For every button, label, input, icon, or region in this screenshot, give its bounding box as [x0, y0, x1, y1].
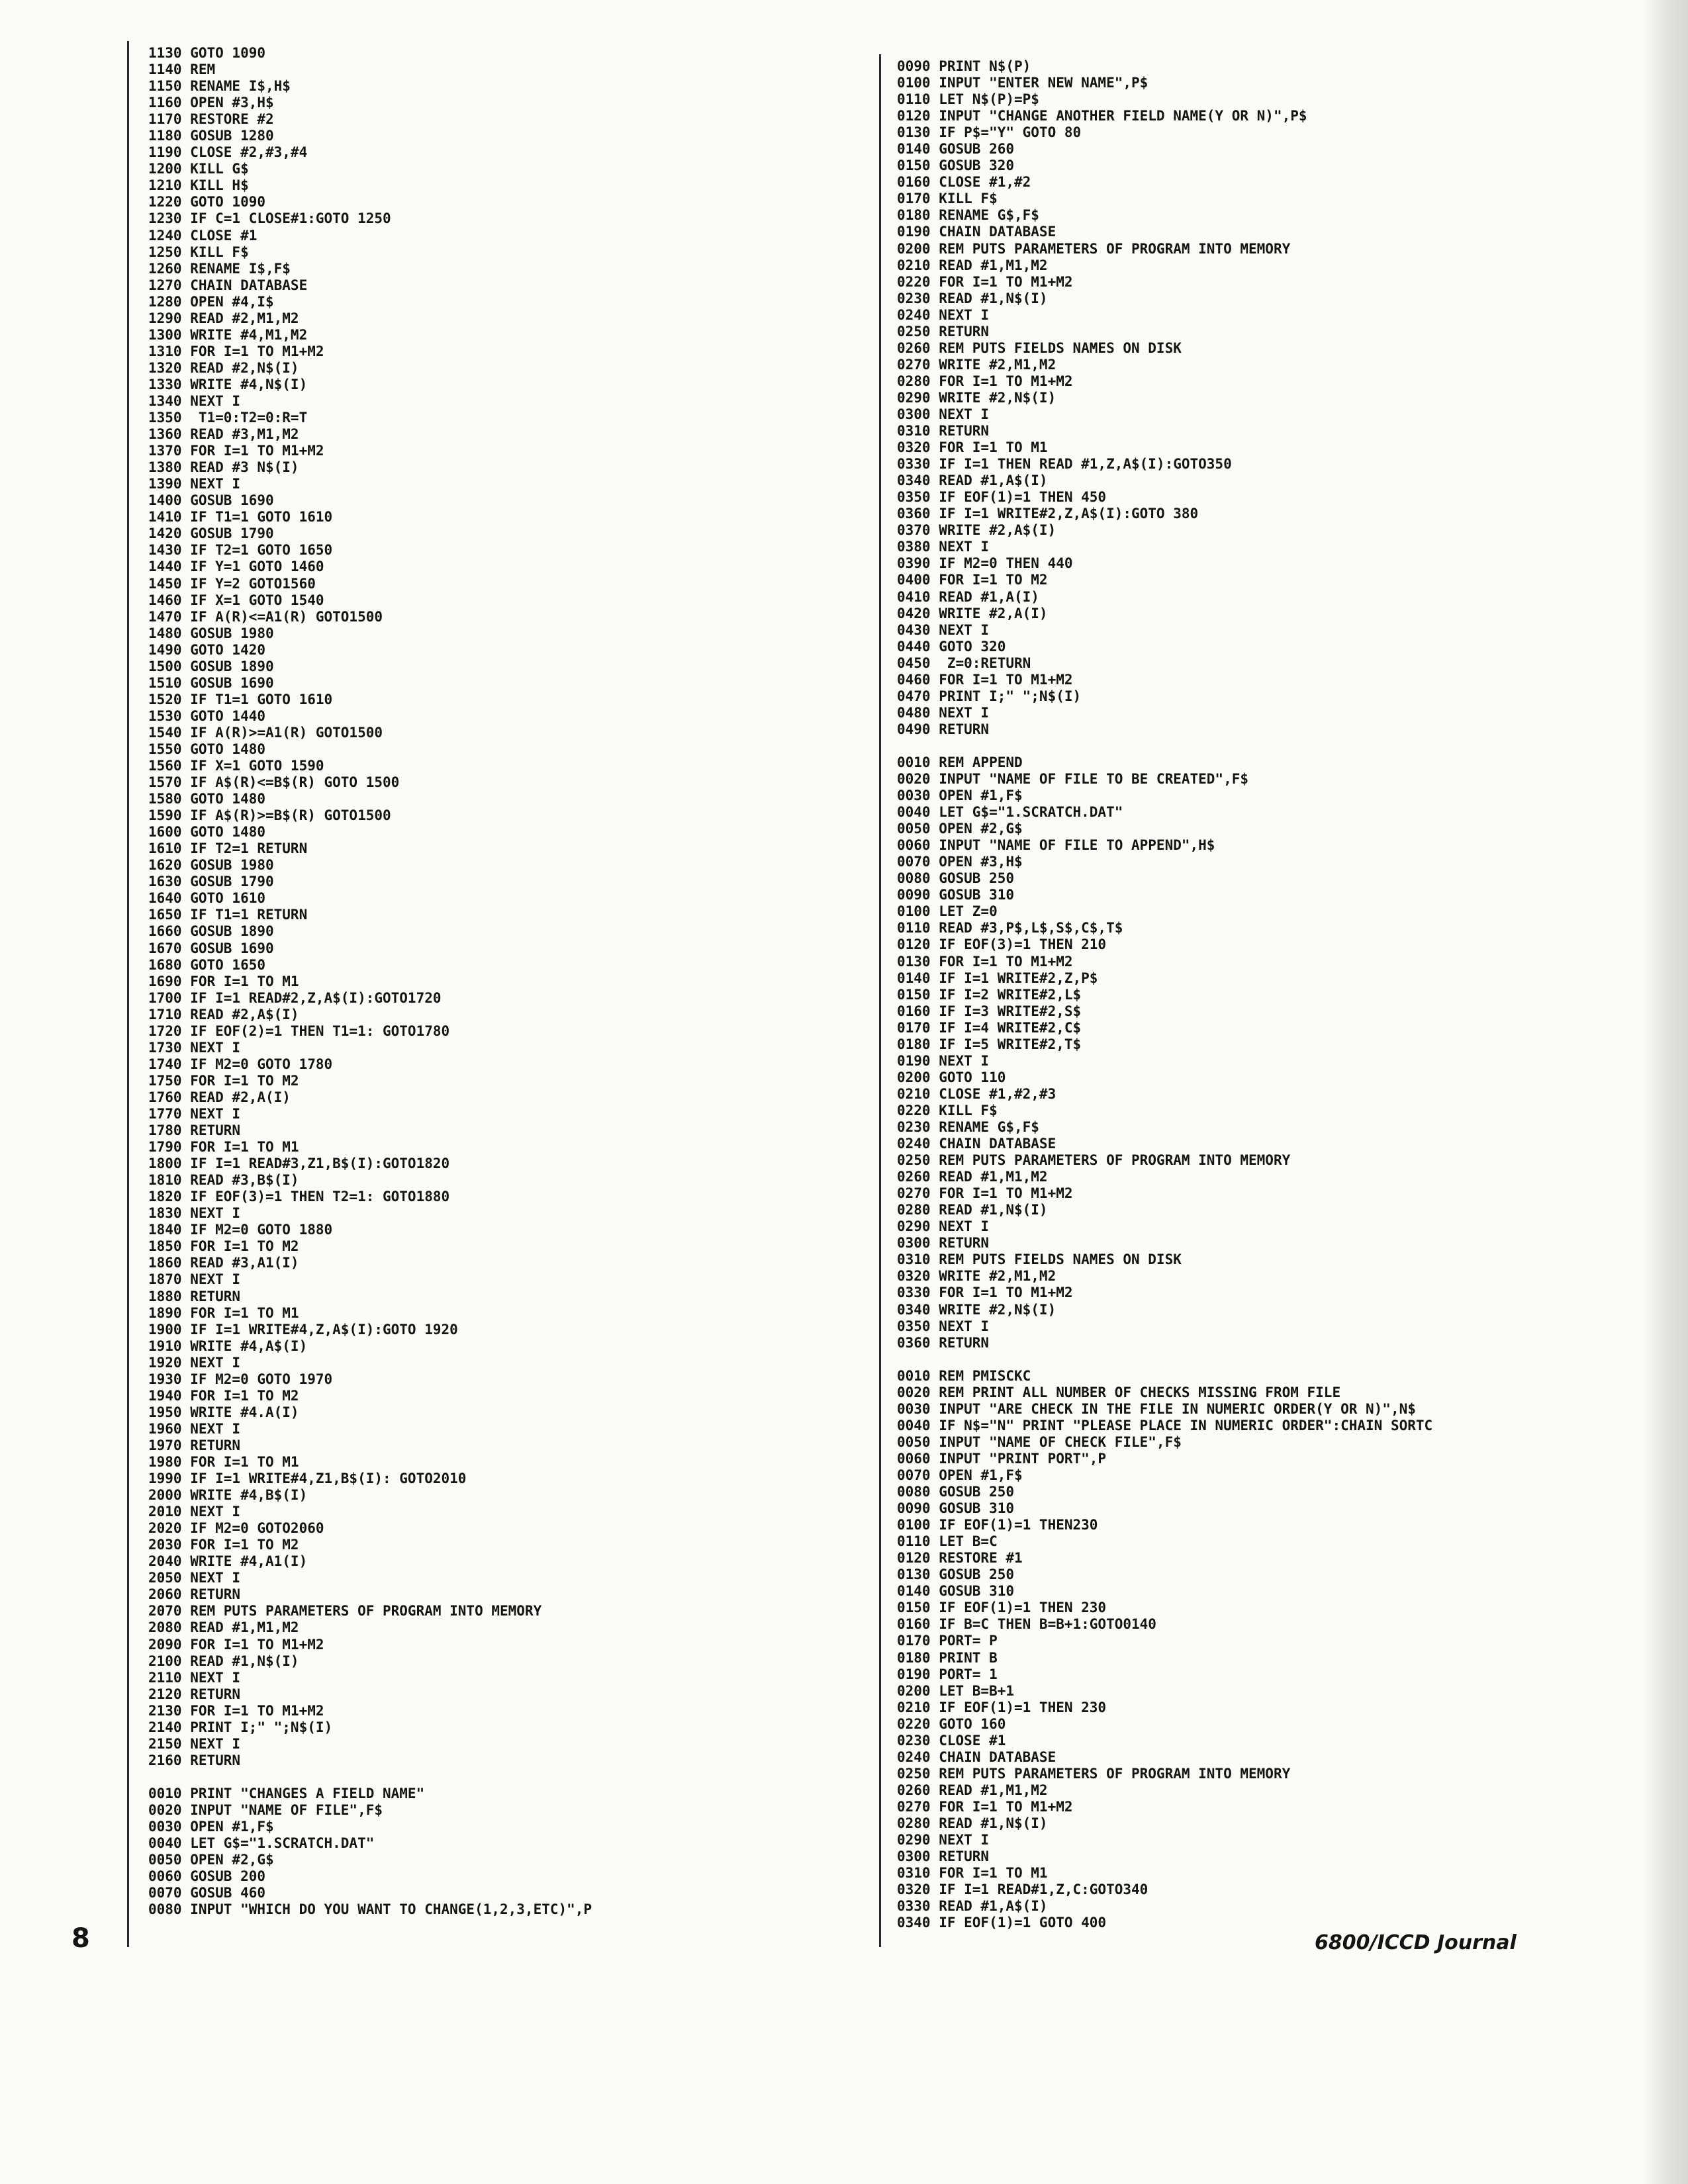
code-line: 0270 FOR I=1 TO M1+M2	[897, 1798, 1073, 1815]
code-line: 2150 NEXT I	[148, 1735, 241, 1752]
code-line: 0060 INPUT "PRINT PORT",P	[897, 1450, 1107, 1467]
code-line: 0320 WRITE #2,M1,M2	[897, 1268, 1056, 1285]
code-line: 1940 FOR I=1 TO M2	[148, 1387, 299, 1404]
code-line: 0480 NEXT I	[897, 704, 990, 721]
program-listing-left-column	[148, 45, 592, 1918]
code-line: 1340 NEXT I	[148, 392, 241, 409]
code-line: 0160 IF I=3 WRITE#2,S$	[897, 1003, 1082, 1019]
code-line: 1320 READ #2,N$(I)	[148, 359, 299, 376]
code-line: 0250 REM PUTS PARAMETERS OF PROGRAM INTO MEMORY	[897, 1152, 1291, 1169]
code-line: 0070 GOSUB 460	[148, 1885, 266, 1901]
code-line: 0310 RETURN	[897, 423, 990, 439]
code-line: 0240 NEXT I	[897, 306, 990, 323]
code-line: 1650 IF T1=1 RETURN	[148, 907, 308, 923]
code-line: 1660 GOSUB 1890	[148, 923, 274, 940]
code-line	[897, 1351, 1432, 1368]
code-line: 0090 GOSUB 310	[897, 887, 1015, 903]
code-line: 1850 FOR I=1 TO M2	[148, 1238, 299, 1255]
code-line: 1640 GOTO 1610	[148, 890, 266, 907]
code-line: 1410 IF T1=1 GOTO 1610	[148, 509, 333, 525]
code-line: 0270 WRITE #2,M1,M2	[897, 356, 1056, 373]
code-line: 2120 RETURN	[148, 1686, 241, 1702]
code-line: 1890 FOR I=1 TO M1	[148, 1304, 299, 1321]
code-line: 0340 READ #1,A$(I)	[897, 473, 1048, 489]
code-line: 2030 FOR I=1 TO M2	[148, 1537, 299, 1553]
code-line: 0460 FOR I=1 TO M1+M2	[897, 671, 1073, 688]
code-line: 1420 GOSUB 1790	[148, 525, 274, 542]
code-line: 1470 IF A(R)<=A1(R) GOTO1500	[148, 608, 383, 625]
code-line: 0290 WRITE #2,N$(I)	[897, 389, 1056, 406]
code-line: 2000 WRITE #4,B$(I)	[148, 1487, 308, 1504]
code-line: 1190 CLOSE #2,#3,#4	[148, 144, 308, 161]
code-line: 0450 Z=0:RETURN	[897, 655, 1031, 671]
code-line: 0210 CLOSE #1,#2,#3	[897, 1085, 1056, 1102]
code-line: 0260 READ #1,M1,M2	[897, 1169, 1048, 1185]
code-line: 0140 GOSUB 310	[897, 1583, 1015, 1600]
code-line: 0240 CHAIN DATABASE	[897, 1136, 1056, 1152]
code-line: 0010 REM APPEND	[897, 754, 1023, 770]
code-line: 0020 REM PRINT ALL NUMBER OF CHECKS MISSING FROM FILE	[897, 1384, 1341, 1400]
code-line: 0320 IF I=1 READ#1,Z,C:GOTO340	[897, 1882, 1149, 1898]
code-line: 0120 IF EOF(3)=1 THEN 210	[897, 936, 1107, 953]
code-line: 0120 RESTORE #1	[897, 1550, 1023, 1567]
code-line: 1210 KILL H$	[148, 177, 249, 194]
code-line: 1860 READ #3,A1(I)	[148, 1255, 299, 1271]
code-line: 1690 FOR I=1 TO M1	[148, 973, 299, 989]
page-number: 8	[71, 1923, 90, 1954]
code-line: 0170 KILL F$	[897, 191, 998, 207]
code-line: 1150 RENAME I$,H$	[148, 78, 291, 95]
code-line	[897, 738, 1432, 754]
code-line: 0250 RETURN	[897, 323, 990, 340]
code-line: 0430 NEXT I	[897, 621, 990, 638]
code-line: 1440 IF Y=1 GOTO 1460	[148, 559, 324, 575]
code-line: 0260 READ #1,M1,M2	[897, 1782, 1048, 1798]
code-line: 0090 PRINT N$(P)	[897, 58, 1031, 74]
code-line: 1510 GOSUB 1690	[148, 674, 274, 691]
right-column-rule	[879, 54, 881, 1947]
code-line: 0270 FOR I=1 TO M1+M2	[897, 1185, 1073, 1202]
code-line: 1610 IF T2=1 RETURN	[148, 841, 308, 857]
code-line: 0240 CHAIN DATABASE	[897, 1749, 1056, 1765]
code-line: 0230 RENAME G$,F$	[897, 1119, 1039, 1135]
code-line: 0300 RETURN	[897, 1848, 990, 1865]
code-line: 0490 RETURN	[897, 721, 990, 737]
code-line: 1140 REM	[148, 62, 216, 78]
code-line: 2080 READ #1,M1,M2	[148, 1619, 299, 1636]
code-line: 2020 IF M2=0 GOTO2060	[148, 1520, 324, 1537]
code-line: 0380 NEXT I	[897, 539, 990, 555]
code-line: 1280 OPEN #4,I$	[148, 293, 274, 310]
code-line: 1160 OPEN #3,H$	[148, 95, 274, 111]
code-line: 0280 FOR I=1 TO M1+M2	[897, 373, 1073, 389]
code-line: 0030 OPEN #1,F$	[148, 1819, 274, 1835]
code-line: 1300 WRITE #4,M1,M2	[148, 326, 308, 343]
code-line: 0010 REM PMISCKC	[897, 1367, 1031, 1384]
code-line: 0470 PRINT I;" ";N$(I)	[897, 688, 1082, 704]
code-line: 0060 GOSUB 200	[148, 1868, 266, 1885]
code-line: 0100 INPUT "ENTER NEW NAME",P$	[897, 75, 1149, 91]
code-line: 0080 GOSUB 250	[897, 870, 1015, 887]
left-column-rule	[127, 41, 129, 1947]
code-line: 1570 IF A$(R)<=B$(R) GOTO 1500	[148, 774, 400, 791]
code-line: 1500 GOSUB 1890	[148, 658, 274, 674]
code-line: 0060 INPUT "NAME OF FILE TO APPEND",H$	[897, 837, 1215, 854]
code-line: 0410 READ #1,A(I)	[897, 588, 1039, 605]
code-line: 0070 OPEN #1,F$	[897, 1467, 1023, 1483]
code-line: 0220 FOR I=1 TO M1+M2	[897, 273, 1073, 290]
code-line: 1970 RETURN	[148, 1437, 241, 1453]
code-line: 1530 GOTO 1440	[148, 707, 266, 724]
code-line: 0130 FOR I=1 TO M1+M2	[897, 953, 1073, 970]
code-line: 1780 RETURN	[148, 1122, 241, 1139]
code-line: 0310 FOR I=1 TO M1	[897, 1865, 1048, 1882]
code-line: 0290 NEXT I	[897, 1218, 990, 1235]
code-line: 0090 GOSUB 310	[897, 1500, 1015, 1517]
code-line: 2160 RETURN	[148, 1752, 241, 1768]
code-line: 0180 IF I=5 WRITE#2,T$	[897, 1036, 1082, 1052]
code-line: 0200 REM PUTS PARAMETERS OF PROGRAM INTO MEMORY	[897, 240, 1291, 257]
code-line: 2070 REM PUTS PARAMETERS OF PROGRAM INTO MEMORY	[148, 1603, 542, 1619]
code-line: 1130 GOTO 1090	[148, 45, 266, 61]
code-line: 0160 IF B=C THEN B=B+1:GOTO0140	[897, 1616, 1156, 1633]
code-line: 1370 FOR I=1 TO M1+M2	[148, 443, 324, 459]
code-line: 0390 IF M2=0 THEN 440	[897, 555, 1073, 572]
code-line: 1520 IF T1=1 GOTO 1610	[148, 691, 333, 707]
code-line: 0040 LET G$="1.SCRATCH.DAT"	[897, 804, 1123, 821]
code-line: 1400 GOSUB 1690	[148, 492, 274, 509]
code-line: 0340 IF EOF(1)=1 GOTO 400	[897, 1915, 1107, 1931]
program-listing-right-column	[897, 58, 1432, 1931]
code-line: 0440 GOTO 320	[897, 638, 1006, 655]
code-line: 0050 INPUT "NAME OF CHECK FILE",F$	[897, 1433, 1182, 1450]
code-line: 2090 FOR I=1 TO M1+M2	[148, 1636, 324, 1653]
code-line: 1810 READ #3,B$(I)	[148, 1172, 299, 1189]
code-line: 0180 RENAME G$,F$	[897, 207, 1039, 224]
code-line: 0190 PORT= 1	[897, 1666, 998, 1682]
code-line: 0150 IF I=2 WRITE#2,L$	[897, 986, 1082, 1003]
code-line: 1460 IF X=1 GOTO 1540	[148, 592, 324, 608]
code-line: 1270 CHAIN DATABASE	[148, 277, 308, 293]
code-line: 0080 GOSUB 250	[897, 1484, 1015, 1500]
code-line: 0260 REM PUTS FIELDS NAMES ON DISK	[897, 340, 1182, 356]
code-line: 0110 READ #3,P$,L$,S$,C$,T$	[897, 920, 1123, 936]
code-line: 0020 INPUT "NAME OF FILE TO BE CREATED",F$	[897, 771, 1249, 788]
code-line: 2050 NEXT I	[148, 1570, 241, 1586]
code-line: 0150 GOSUB 320	[897, 158, 1015, 174]
code-line: 0050 OPEN #2,G$	[897, 821, 1023, 837]
code-line: 1580 GOTO 1480	[148, 791, 266, 807]
code-line: 0220 GOTO 160	[897, 1715, 1006, 1732]
code-line: 1180 GOSUB 1280	[148, 128, 274, 144]
code-line: 1870 NEXT I	[148, 1271, 241, 1288]
code-line: 1930 IF M2=0 GOTO 1970	[148, 1371, 333, 1387]
code-line: 0150 IF EOF(1)=1 THEN 230	[897, 1600, 1107, 1616]
code-line: 1480 GOSUB 1980	[148, 625, 274, 641]
code-line: 2040 WRITE #4,A1(I)	[148, 1553, 308, 1570]
code-line: 1980 FOR I=1 TO M1	[148, 1453, 299, 1470]
code-line: 0210 IF EOF(1)=1 THEN 230	[897, 1699, 1107, 1715]
code-line: 0280 READ #1,N$(I)	[897, 1202, 1048, 1218]
code-line: 0120 INPUT "CHANGE ANOTHER FIELD NAME(Y OR N)",P$	[897, 108, 1307, 124]
code-line: 0420 WRITE #2,A(I)	[897, 605, 1048, 621]
code-line: 0400 FOR I=1 TO M2	[897, 572, 1048, 588]
code-line: 0200 GOTO 110	[897, 1069, 1006, 1085]
code-line: 1910 WRITE #4,A$(I)	[148, 1338, 308, 1354]
code-line: 0190 CHAIN DATABASE	[897, 224, 1056, 240]
code-line: 0110 LET N$(P)=P$	[897, 91, 1039, 108]
code-line: 1360 READ #3,M1,M2	[148, 426, 299, 443]
code-line: 1670 GOSUB 1690	[148, 940, 274, 956]
code-line: 0340 WRITE #2,N$(I)	[897, 1301, 1056, 1318]
code-line: 0140 IF I=1 WRITE#2,Z,P$	[897, 970, 1098, 986]
code-line: 0170 PORT= P	[897, 1633, 998, 1649]
code-line: 0230 CLOSE #1	[897, 1732, 1006, 1749]
code-line: 2110 NEXT I	[148, 1669, 241, 1686]
code-line: 0370 WRITE #2,A$(I)	[897, 522, 1056, 539]
code-line: 1560 IF X=1 GOTO 1590	[148, 758, 324, 774]
code-line: 0180 PRINT B	[897, 1649, 998, 1666]
code-line: 0020 INPUT "NAME OF FILE",F$	[148, 1801, 383, 1818]
code-line: 1800 IF I=1 READ#3,Z1,B$(I):GOTO1820	[148, 1156, 450, 1172]
code-line: 0350 NEXT I	[897, 1318, 990, 1334]
code-line: 1720 IF EOF(2)=1 THEN T1=1: GOTO1780	[148, 1023, 450, 1039]
code-line: 1230 IF C=1 CLOSE#1:GOTO 1250	[148, 210, 391, 227]
code-line: 2100 READ #1,N$(I)	[148, 1653, 299, 1669]
code-line: 0360 RETURN	[897, 1334, 990, 1351]
code-line: 0040 IF N$="N" PRINT "PLEASE PLACE IN NUMERIC ORDER":CHAIN SORTC	[897, 1417, 1433, 1433]
code-line: 1820 IF EOF(3)=1 THEN T2=1: GOTO1880	[148, 1189, 450, 1205]
page-edge-shadow	[1642, 0, 1688, 2184]
code-line: 0140 GOSUB 260	[897, 141, 1015, 158]
code-line: 1450 IF Y=2 GOTO1560	[148, 575, 316, 592]
code-line: 0050 OPEN #2,G$	[148, 1852, 274, 1868]
code-line: 0190 NEXT I	[897, 1052, 990, 1069]
code-line: 1900 IF I=1 WRITE#4,Z,A$(I):GOTO 1920	[148, 1321, 458, 1338]
code-line: 0310 REM PUTS FIELDS NAMES ON DISK	[897, 1251, 1182, 1268]
code-line: 1880 RETURN	[148, 1288, 241, 1304]
code-line: 1310 FOR I=1 TO M1+M2	[148, 343, 324, 359]
code-line: 0130 GOSUB 250	[897, 1567, 1015, 1583]
code-line: 1620 GOSUB 1980	[148, 857, 274, 874]
code-line: 0250 REM PUTS PARAMETERS OF PROGRAM INTO MEMORY	[897, 1765, 1291, 1782]
code-line: 2140 PRINT I;" ";N$(I)	[148, 1719, 333, 1735]
code-line: 0230 READ #1,N$(I)	[897, 290, 1048, 306]
code-line: 0330 READ #1,A$(I)	[897, 1898, 1048, 1915]
code-line: 1220 GOTO 1090	[148, 194, 266, 210]
code-line: 1330 WRITE #4,N$(I)	[148, 376, 308, 392]
code-line: 1790 FOR I=1 TO M1	[148, 1139, 299, 1156]
code-line: 1430 IF T2=1 GOTO 1650	[148, 542, 333, 559]
code-line: 1950 WRITE #4.A(I)	[148, 1404, 299, 1420]
code-line: 2010 NEXT I	[148, 1504, 241, 1520]
code-line: 0070 OPEN #3,H$	[897, 854, 1023, 870]
code-line: 1990 IF I=1 WRITE#4,Z1,B$(I): GOTO2010	[148, 1471, 467, 1487]
code-line: 0040 LET G$="1.SCRATCH.DAT"	[148, 1835, 375, 1852]
code-line: 0160 CLOSE #1,#2	[897, 174, 1031, 191]
code-line: 2060 RETURN	[148, 1586, 241, 1603]
code-line: 1350 T1=0:T2=0:R=T	[148, 410, 308, 426]
code-line: 1740 IF M2=0 GOTO 1780	[148, 1056, 333, 1072]
code-line: 0320 FOR I=1 TO M1	[897, 439, 1048, 456]
code-line: 1840 IF M2=0 GOTO 1880	[148, 1222, 333, 1238]
code-line: 1600 GOTO 1480	[148, 824, 266, 841]
code-line	[148, 1769, 592, 1786]
code-line: 1750 FOR I=1 TO M2	[148, 1072, 299, 1089]
code-line: 1390 NEXT I	[148, 476, 241, 492]
journal-name: 6800/ICCD Journal	[1315, 1931, 1517, 1954]
code-line: 0110 LET B=C	[897, 1533, 998, 1550]
code-line: 1920 NEXT I	[148, 1354, 241, 1371]
code-line: 1730 NEXT I	[148, 1039, 241, 1056]
code-line: 1490 GOTO 1420	[148, 641, 266, 658]
code-line: 1200 KILL G$	[148, 161, 249, 177]
code-line: 0350 IF EOF(1)=1 THEN 450	[897, 489, 1107, 506]
code-line: 2130 FOR I=1 TO M1+M2	[148, 1702, 324, 1719]
code-line: 1250 KILL F$	[148, 244, 249, 260]
code-line: 0300 NEXT I	[897, 406, 990, 422]
code-line: 1590 IF A$(R)>=B$(R) GOTO1500	[148, 807, 391, 824]
code-line: 0100 LET Z=0	[897, 903, 998, 920]
code-line: 1770 NEXT I	[148, 1106, 241, 1122]
code-line: 0030 INPUT "ARE CHECK IN THE FILE IN NUMERIC ORDER(Y OR N)",N$	[897, 1400, 1416, 1417]
code-line: 1170 RESTORE #2	[148, 111, 274, 128]
code-line: 1260 RENAME I$,F$	[148, 260, 291, 277]
code-line: 0360 IF I=1 WRITE#2,Z,A$(I):GOTO 380	[897, 506, 1199, 522]
code-line: 1680 GOTO 1650	[148, 956, 266, 973]
code-line: 1630 GOSUB 1790	[148, 874, 274, 890]
code-line: 1540 IF A(R)>=A1(R) GOTO1500	[148, 724, 383, 741]
code-line: 0290 NEXT I	[897, 1832, 990, 1848]
code-line: 1550 GOTO 1480	[148, 741, 266, 757]
code-line: 1240 CLOSE #1	[148, 227, 258, 244]
code-line: 0080 INPUT "WHICH DO YOU WANT TO CHANGE(1,2,3,ETC)",P	[148, 1901, 592, 1918]
code-line: 0330 FOR I=1 TO M1+M2	[897, 1285, 1073, 1301]
code-line: 0300 RETURN	[897, 1235, 990, 1251]
code-line: 1380 READ #3 N$(I)	[148, 459, 299, 476]
code-line: 1290 READ #2,M1,M2	[148, 310, 299, 326]
code-line: 0280 READ #1,N$(I)	[897, 1815, 1048, 1831]
code-line: 1700 IF I=1 READ#2,Z,A$(I):GOTO1720	[148, 989, 442, 1006]
code-line: 0330 IF I=1 THEN READ #1,Z,A$(I):GOTO350	[897, 456, 1232, 473]
code-line: 0200 LET B=B+1	[897, 1682, 1015, 1699]
code-line: 0100 IF EOF(1)=1 THEN230	[897, 1517, 1098, 1533]
code-line: 1710 READ #2,A$(I)	[148, 1006, 299, 1023]
code-line: 1960 NEXT I	[148, 1420, 241, 1437]
code-line: 0130 IF P$="Y" GOTO 80	[897, 124, 1082, 141]
code-line: 0030 OPEN #1,F$	[897, 788, 1023, 804]
code-line: 1760 READ #2,A(I)	[148, 1089, 291, 1105]
code-line: 0210 READ #1,M1,M2	[897, 257, 1048, 273]
code-line: 0220 KILL F$	[897, 1102, 998, 1118]
code-line: 1830 NEXT I	[148, 1205, 241, 1222]
code-line: 0010 PRINT "CHANGES A FIELD NAME"	[148, 1785, 425, 1801]
code-line: 0170 IF I=4 WRITE#2,C$	[897, 1019, 1082, 1036]
